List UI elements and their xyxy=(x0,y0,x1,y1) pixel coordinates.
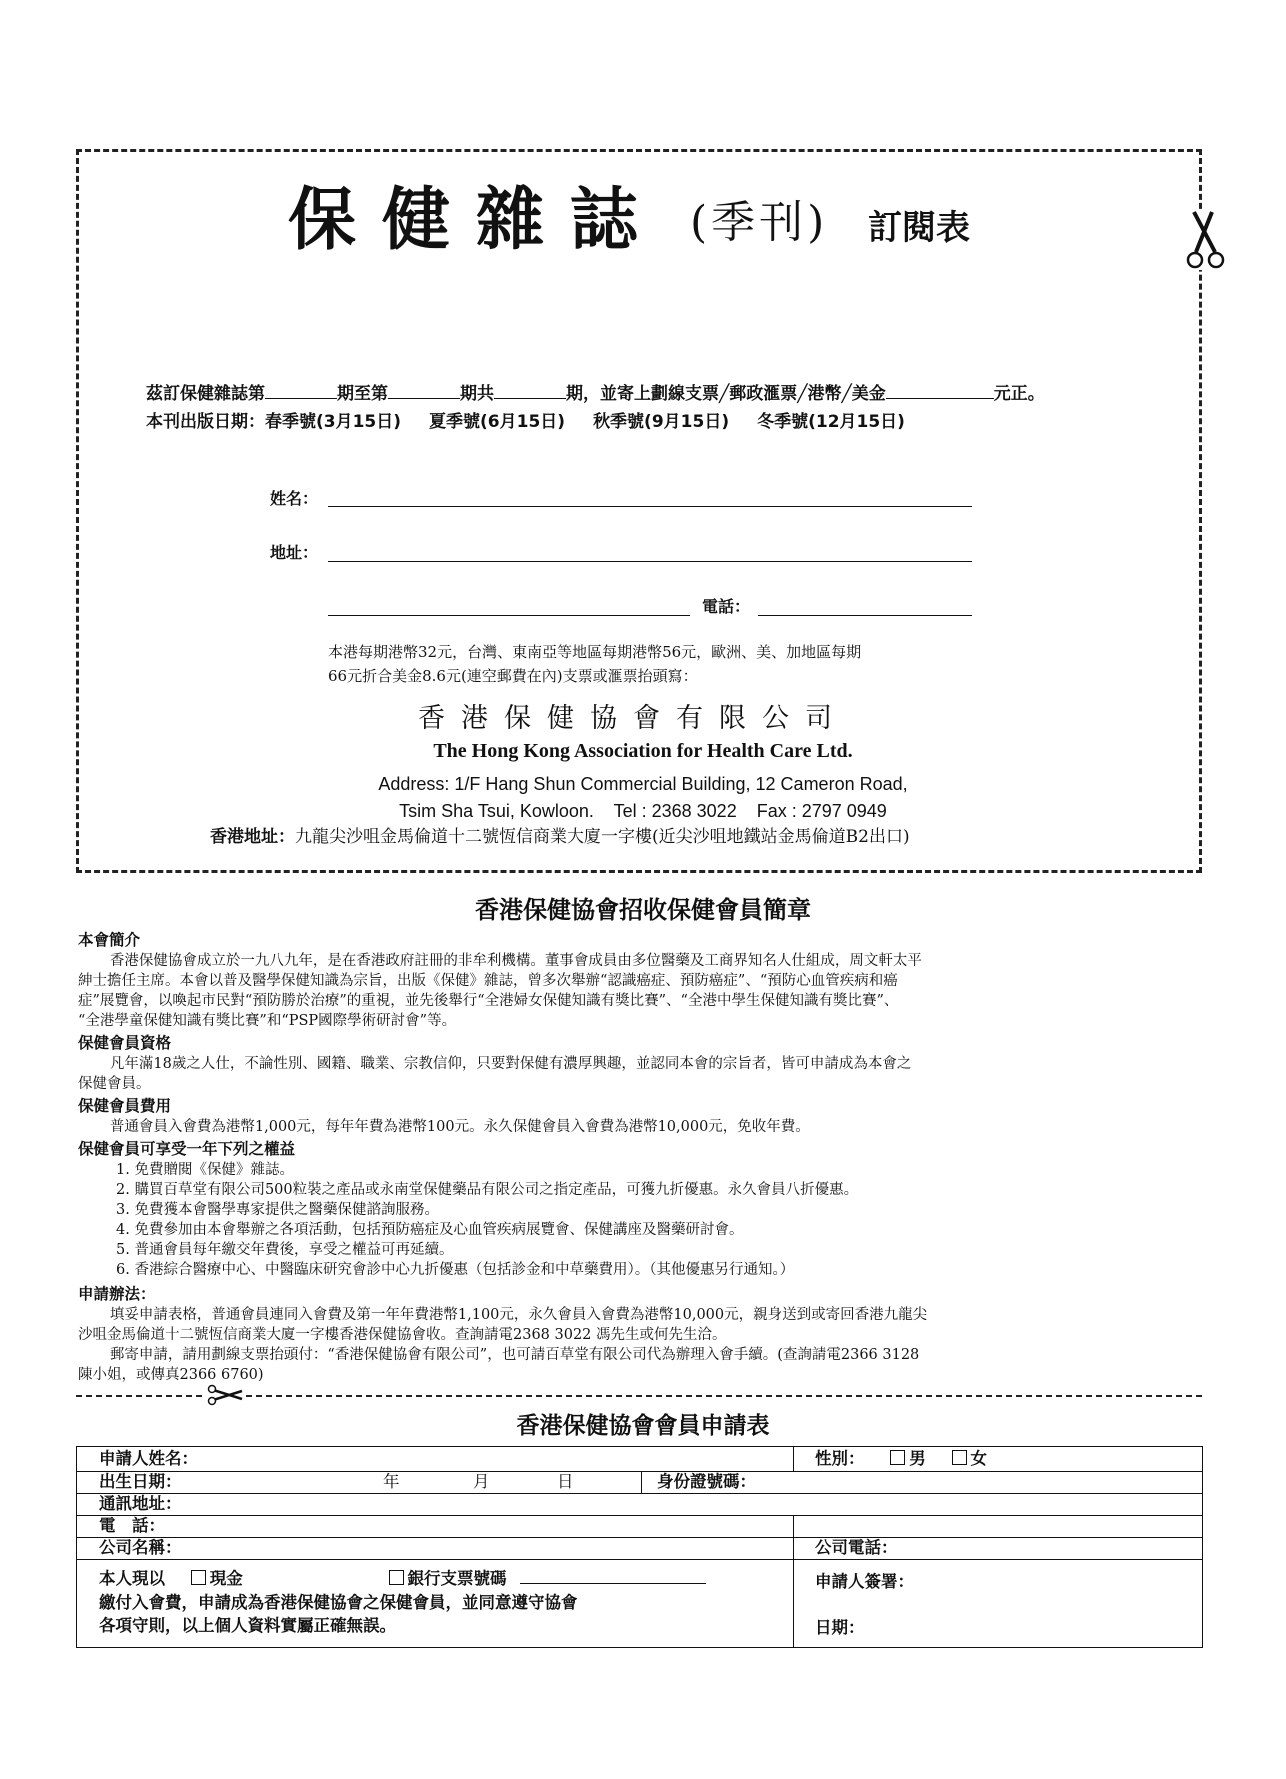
apply-line-4: 陳小姐，或傳真2366 6760) xyxy=(78,1367,264,1383)
order-text-2: 期至第 xyxy=(337,384,388,404)
address-field[interactable] xyxy=(328,561,972,562)
benefit-item: 4. 免費參加由本會舉辦之各項活動，包括預防癌症及心血管疾病展覽會、保健講座及醫藥研討會。 xyxy=(116,1222,744,1238)
column-divider xyxy=(793,1515,794,1648)
address-field-line-2[interactable] xyxy=(328,615,690,616)
apply-paragraph xyxy=(78,1305,1208,1385)
order-text-4: 期，並寄上劃線支票╱郵政滙票╱港幣╱美金 xyxy=(566,384,886,404)
cash-checkbox[interactable] xyxy=(191,1570,206,1585)
rules-title: 香港保健協會招收保健會員簡章 xyxy=(475,896,811,924)
benefit-item: 3. 免費獲本會醫學專家提供之醫藥保健諮詢服務。 xyxy=(116,1202,439,1218)
dob-year-label: 年 xyxy=(383,1472,400,1491)
company-phone-field[interactable] xyxy=(919,1537,1179,1559)
amount-field[interactable] xyxy=(886,380,994,399)
benefits-heading: 保健會員可享受一年下列之權益 xyxy=(78,1140,296,1158)
association-name-chinese: 香港保健協會有限公司 xyxy=(418,703,848,734)
id-number-label: 身份證號碼： xyxy=(657,1472,756,1491)
order-text-5: 元正。 xyxy=(993,384,1045,404)
issue-count-field[interactable] xyxy=(494,380,566,399)
order-text-1: 茲訂保健雜誌第 xyxy=(146,384,265,404)
dob-day-label: 日 xyxy=(557,1472,574,1491)
female-label: 女 xyxy=(970,1449,987,1468)
cheque-option[interactable] xyxy=(389,1569,507,1588)
intro-heading: 本會簡介 xyxy=(78,931,141,949)
apply-heading: 申請辦法： xyxy=(78,1285,156,1303)
date-label: 日期： xyxy=(815,1618,865,1637)
dob-label: 出生日期： xyxy=(99,1472,182,1491)
scissors-icon xyxy=(206,1384,246,1406)
cheque-checkbox[interactable] xyxy=(389,1570,404,1585)
phone-field[interactable] xyxy=(758,615,972,616)
benefit-item: 1. 免費贈閱《保健》雜誌。 xyxy=(116,1162,294,1178)
column-divider xyxy=(793,1447,794,1471)
apply-line-2: 沙咀金馬倫道十二號恆信商業大廈一字樓香港保健協會收。查詢請電2368 3022 馮先生或何先生洽。 xyxy=(78,1327,727,1343)
phone-label: 電話： xyxy=(702,597,751,616)
address-english-line-1: Address: 1/F Hang Shun Commercial Building, 12 Cameron Road, xyxy=(378,774,908,794)
address-chinese xyxy=(210,824,910,850)
address-chinese-label: 香港地址： xyxy=(210,827,295,847)
fee-paragraph xyxy=(78,1117,1208,1137)
price-note-line-2: 66元折合美金8.6元(連空郵費在內)支票或滙票抬頭寫： xyxy=(328,667,698,685)
fee-heading: 保健會員費用 xyxy=(78,1097,172,1115)
subscription-form-label: 訂閱表 xyxy=(868,208,970,248)
cash-label: 現金 xyxy=(209,1569,243,1588)
declaration-line-1: 繳付入會費，申請成為香港保健協會之保健會員，並同意遵守協會 xyxy=(99,1593,578,1612)
name-label: 姓名： xyxy=(270,489,319,508)
male-label: 男 xyxy=(909,1449,926,1468)
qualification-heading: 保健會員資格 xyxy=(78,1034,172,1052)
association-name-english: The Hong Kong Association for Health Care Ltd. xyxy=(433,740,853,762)
female-checkbox[interactable] xyxy=(952,1450,967,1465)
fee-line-1: 普通會員入會費為港幣1,000元，每年年費為港幣100元。永久保健會員入會費為港幣10,000元，免收年費。 xyxy=(109,1119,810,1135)
apply-line-3: 郵寄申請，請用劃線支票抬頭付：“香港保健協會有限公司”，也可請百草堂有限公司代為辦理入會手續。(查詢請電2366 3128 xyxy=(109,1347,920,1363)
address-chinese-text: 九龍尖沙咀金馬倫道十二號恆信商業大廈一字樓(近尖沙咀地鐵站金馬倫道B2出口) xyxy=(295,827,910,847)
intro-line-3: 症”展覽會，以喚起市民對“預防勝於治療”的重視，並先後舉行“全港婦女保健知識有獎比賽”、“全港中學生保健知識有獎比賽”、 xyxy=(78,993,899,1009)
price-note xyxy=(328,640,1028,688)
phone-field[interactable] xyxy=(197,1515,777,1537)
declaration-line-2: 各項守則，以上個人資料實屬正確無誤。 xyxy=(99,1616,396,1635)
mailing-address-label: 通訊地址： xyxy=(99,1494,182,1513)
signature-field[interactable] xyxy=(927,1571,1177,1641)
quarterly-label: (季刊) xyxy=(690,197,829,248)
to-issue-field[interactable] xyxy=(388,380,460,399)
cash-option[interactable] xyxy=(191,1569,243,1588)
application-form-title: 香港保健協會會員申請表 xyxy=(516,1413,770,1439)
publication-dates xyxy=(146,410,905,434)
signature-label: 申請人簽署： xyxy=(815,1572,914,1591)
apply-line-1: 填妥申請表格，普通會員連同入會費及第一年年費港幣1,100元，永久會員入會費為港幣10,000元，親身送到或寄回香港九龍尖 xyxy=(109,1307,928,1323)
autumn-issue: 秋季號(9月15日) xyxy=(593,412,730,432)
summer-issue: 夏季號(6月15日) xyxy=(429,412,566,432)
company-name-label: 公司名稱： xyxy=(99,1538,182,1557)
mailing-address-field[interactable] xyxy=(197,1493,1177,1515)
spring-issue: 春季號(3月15日) xyxy=(265,412,402,432)
magazine-title: 保健雜誌 xyxy=(288,181,665,260)
intro-line-4: “全港學童保健知識有獎比賽”和“PSP國際學術研討會”等。 xyxy=(78,1013,457,1029)
order-line xyxy=(146,380,1045,406)
intro-paragraph xyxy=(78,951,1208,1031)
price-note-line-1: 本港每期港幣32元，台灣、東南亞等地區每期港幣56元，歐洲、美、加地區每期 xyxy=(328,643,862,661)
scissors-icon xyxy=(1182,210,1232,270)
address-english-line-2: Tsim Sha Tsui, Kowloon. Tel : 2368 3022 Fax : 2797 0949 xyxy=(399,801,887,821)
intro-line-1: 香港保健協會成立於一九八九年，是在香港政府註冊的非牟利機構。董事會成員由多位醫藥及工商界知名人仕組成，周文軒太平 xyxy=(109,953,922,969)
benefit-item: 2. 購買百草堂有限公司500粒裝之產品或永南堂保健藥品有限公司之指定產品，可獲九折優惠。永久會員八折優惠。 xyxy=(116,1182,859,1198)
qualification-line-1: 凡年滿18歲之人仕，不論性別、國籍、職業、宗教信仰，只要對保健有濃厚興趣，並認同本會的宗旨者，皆可申請成為本會之 xyxy=(109,1056,912,1072)
benefit-item: 6. 香港綜合醫療中心、中醫臨床研究會診中心九折優惠（包括診金和中草藥費用）。（其他優惠另行通知。） xyxy=(116,1262,795,1278)
company-name-field[interactable] xyxy=(197,1537,777,1559)
male-checkbox[interactable] xyxy=(890,1450,905,1465)
female-option[interactable] xyxy=(952,1449,988,1468)
from-issue-field[interactable] xyxy=(265,380,337,399)
name-field[interactable] xyxy=(328,506,972,507)
dob-month-label: 月 xyxy=(473,1472,490,1491)
id-number-field[interactable] xyxy=(777,1471,1177,1493)
application-form-table xyxy=(76,1446,1203,1648)
company-phone-label: 公司電話： xyxy=(815,1538,898,1557)
publication-dates-label: 本刊出版日期： xyxy=(146,412,265,432)
applicant-name-label: 申請人姓名： xyxy=(99,1449,198,1468)
qualification-paragraph xyxy=(78,1054,1208,1094)
benefit-item: 5. 普通會員每年繳交年費後，享受之權益可再延續。 xyxy=(116,1242,454,1258)
benefits-list xyxy=(116,1160,858,1280)
male-option[interactable] xyxy=(890,1449,926,1468)
phone-label: 電 話： xyxy=(99,1516,165,1535)
winter-issue: 冬季號(12月15日) xyxy=(757,412,905,432)
column-divider xyxy=(641,1471,642,1493)
payment-line xyxy=(99,1567,706,1590)
order-text-3: 期共 xyxy=(460,384,494,404)
row-divider xyxy=(77,1559,1202,1560)
address-label: 地址： xyxy=(270,543,319,562)
applicant-name-field[interactable] xyxy=(237,1448,777,1470)
cheque-number-field[interactable] xyxy=(520,1567,706,1584)
intro-line-2: 紳士擔任主席。本會以普及醫學保健知識為宗旨，出版《保健》雜誌，曾多次舉辦“認識癌症、預防癌症”、“預防心血管疾病和癌 xyxy=(78,973,898,989)
cheque-label: 銀行支票號碼 xyxy=(407,1569,507,1588)
qualification-line-2: 保健會員。 xyxy=(78,1076,151,1092)
gender-options xyxy=(815,1448,987,1470)
payment-prefix: 本人現以 xyxy=(99,1569,165,1588)
gender-label: 性別： xyxy=(815,1449,865,1468)
